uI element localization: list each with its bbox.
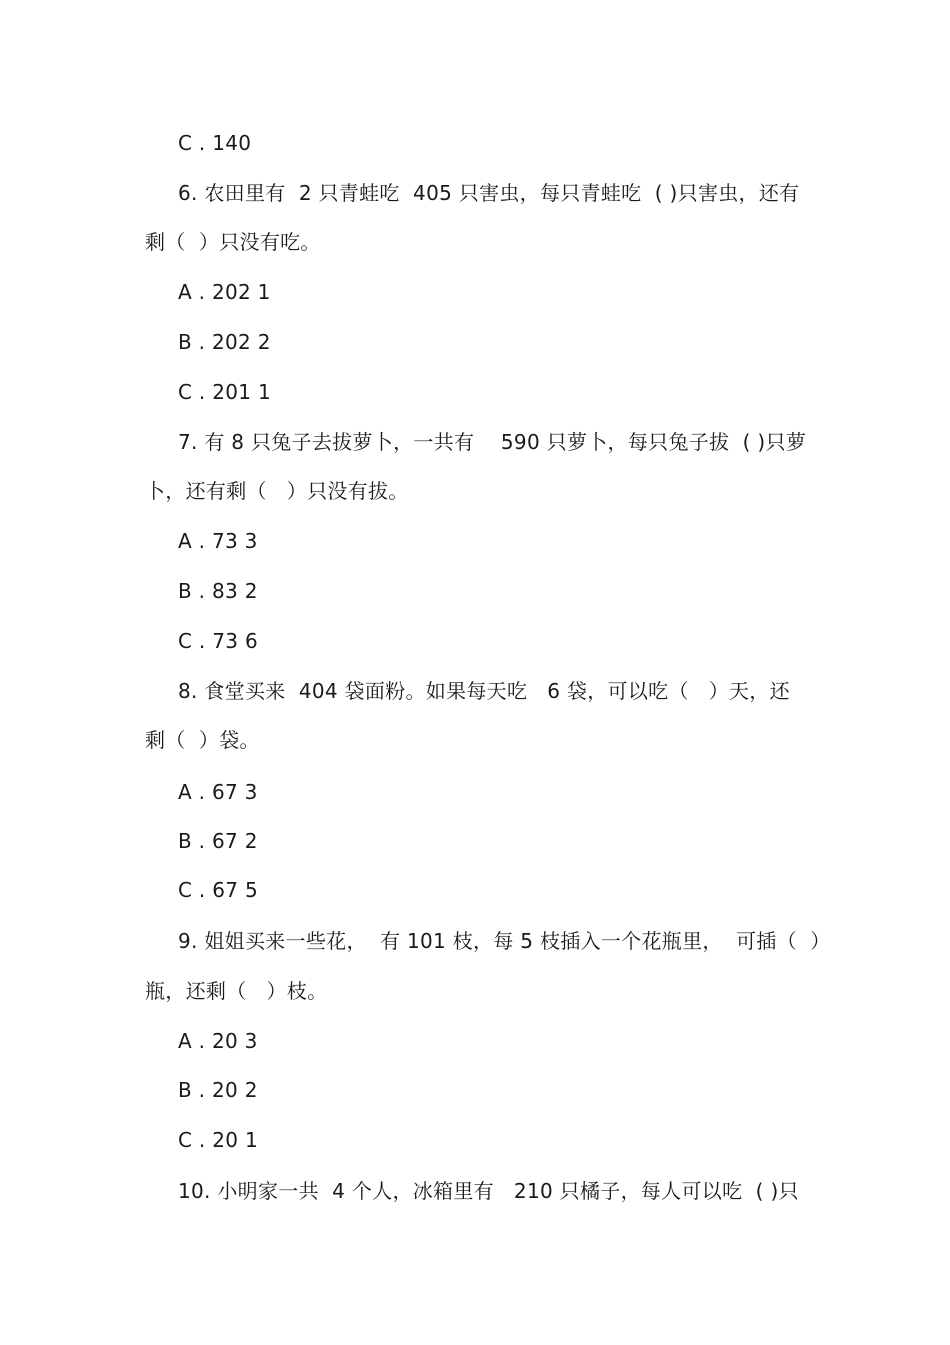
- question-9-line-2: 瓶，还剩（ ）枝。: [145, 979, 328, 1003]
- option-c-q7: C . 73 6: [178, 629, 258, 653]
- option-c-q6: C . 201 1: [178, 380, 271, 404]
- question-6-line-1: 6. 农田里有 2 只青蛙吃 405 只害虫，每只青蛙吃 ( )只害虫，还有: [178, 181, 800, 205]
- option-a-q6: A . 202 1: [178, 280, 271, 304]
- option-b-q7: B . 83 2: [178, 579, 258, 603]
- option-c-q9: C . 20 1: [178, 1128, 258, 1152]
- question-6-line-2: 剩（ ）只没有吃。: [145, 230, 321, 254]
- option-a-q9: A . 20 3: [178, 1029, 258, 1053]
- option-b-q6: B . 202 2: [178, 330, 271, 354]
- option-a-q7: A . 73 3: [178, 529, 258, 553]
- question-7-line-1: 7. 有 8 只兔子去拔萝卜，一共有 590 只萝卜，每只兔子拔 ( )只萝: [178, 430, 807, 454]
- option-c-q5: C . 140: [178, 131, 252, 155]
- option-a-q8: A . 67 3: [178, 780, 258, 804]
- option-b-q8: B . 67 2: [178, 829, 258, 853]
- question-7-line-2: 卜，还有剩（ ）只没有拔。: [145, 479, 409, 503]
- question-8-line-2: 剩（ ）袋。: [145, 728, 260, 752]
- question-8-line-1: 8. 食堂买来 404 袋面粉。如果每天吃 6 袋，可以吃（ ）天，还: [178, 679, 790, 703]
- option-b-q9: B . 20 2: [178, 1078, 258, 1102]
- option-c-q8: C . 67 5: [178, 878, 258, 902]
- question-9-line-1: 9. 姐姐买来一些花， 有 101 枝，每 5 枝插入一个花瓶里， 可插（ ）: [178, 929, 831, 953]
- question-10-line-1: 10. 小明家一共 4 个人，冰箱里有 210 只橘子，每人可以吃 ( )只: [178, 1179, 799, 1203]
